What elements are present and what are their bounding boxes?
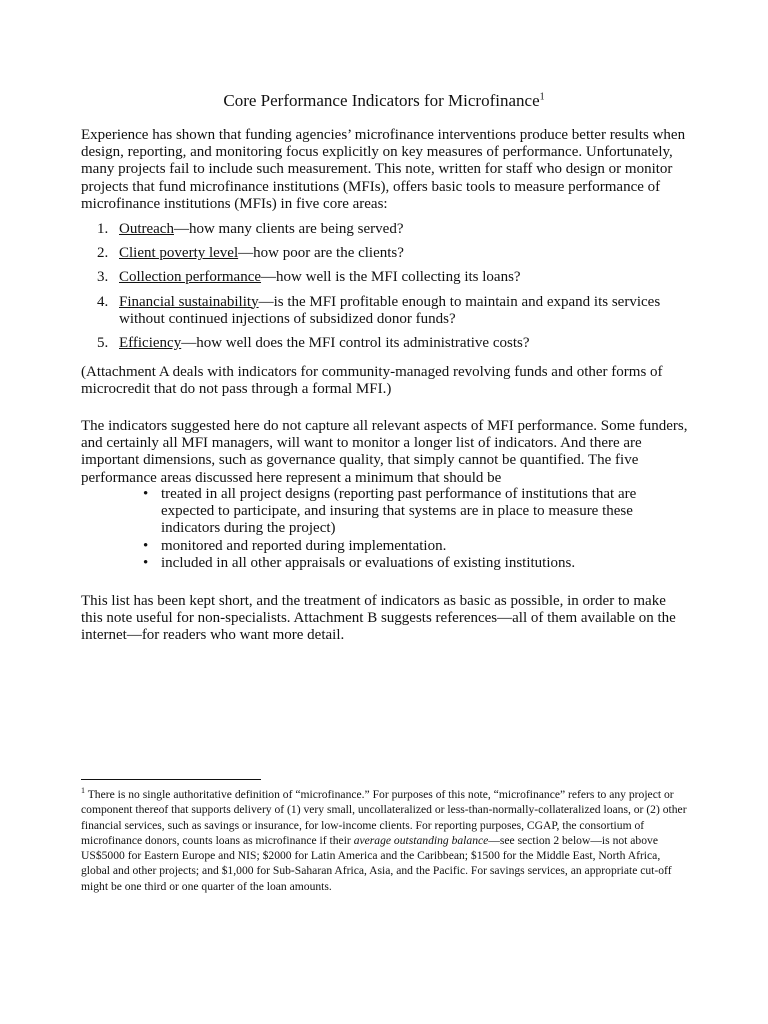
bullet-symbol: •	[143, 537, 149, 554]
closing-paragraph: This list has been kept short, and the treatment of indicators as basic as possible, in order to make this note useful for non-specialists. Attachment B suggests references—all of them available on the internet—for readers who want more detail.	[81, 593, 676, 644]
list-desc: —how poor are the clients?	[238, 245, 404, 262]
list-desc: —how many clients are being served?	[173, 221, 404, 237]
bullet-text: treated in all project designs (reporting past performance of institutions that are expected to participate, and insuring that systems are in place to measure these indicators during the project)	[161, 486, 637, 537]
list-desc: —how well does the MFI control its administrative costs?	[181, 335, 530, 352]
list-desc: —how well is the MFI collecting its loans?	[261, 269, 521, 286]
list-item	[81, 245, 691, 262]
footnote-text-before: There is no single authoritative definition of “microfinance.” For purposes of this note, “microfinance” refers to any project or component thereof that supports delivery of (1) very small, uncollateralized or less-than-normally-collateralized loans, or (2) other financial services, such as savings or insurance, for low-income clients. For reporting purposes, CGAP, the consortium of microfinance donors, counts loans as microfinance if their	[81, 788, 687, 847]
bullet-symbol: •	[143, 554, 149, 571]
list-item	[81, 486, 691, 538]
core-areas-list	[81, 221, 691, 359]
list-number: 2.	[97, 245, 109, 262]
list-item	[81, 555, 691, 572]
list-item	[81, 294, 691, 328]
bullet-list	[81, 486, 691, 572]
footnote-text-after: —see section 2 below—is not above US$5000 for Eastern Europe and NIS; $2000 for Latin America and the Caribbean; $1500 for the Middle East, North Africa, global and other projects; and $1,000 for Sub-Saharan Africa, Asia, and the Pacific. For savings services, an appropriate cut-off might be one third or one quarter of the loan amounts.	[81, 833, 672, 893]
list-item	[81, 269, 691, 286]
list-item	[81, 538, 691, 555]
indicators-paragraph: The indicators suggested here do not capture all relevant aspects of MFI performance. Some funders, and certainly all MFI managers, will want to monitor a longer list of indicators. And there are important dimensions, such as governance quality, that simply cannot be quantified. The five performance areas discussed here represent a minimum that should be	[81, 418, 688, 486]
bullet-text: monitored and reported during implementation.	[161, 537, 447, 554]
footnote-italic-term: average outstanding balance	[353, 833, 489, 847]
list-term: Efficiency	[119, 335, 182, 352]
list-number: 4.	[97, 293, 109, 310]
page-title	[0, 91, 768, 111]
title-text: Core Performance Indicators for Microfinance	[223, 91, 540, 110]
intro-paragraph: Experience has shown that funding agencies’ microfinance interventions produce better results when design, reporting, and monitoring focus explicitly on key measures of performance. Unfortunately, many projects fail to include such measurement. This note, written for staff who design or monitor projects that fund microfinance institutions (MFIs), offers basic tools to measure performance of microfinance institutions (MFIs) in five core areas:	[81, 127, 686, 212]
list-desc: —is the MFI profitable enough to maintain and expand its services without continued injections of subsidized donor funds?	[119, 293, 661, 327]
list-number: 1.	[97, 221, 109, 237]
bullet-text: included in all other appraisals or evaluations of existing institutions.	[161, 554, 576, 571]
list-term: Client poverty level	[119, 245, 239, 262]
list-number: 5.	[97, 335, 109, 352]
title-footnote-mark: 1	[539, 91, 545, 103]
footnote-mark: 1	[81, 786, 85, 796]
footnote	[81, 787, 691, 894]
list-term: Collection performance	[119, 269, 262, 286]
footnote-divider	[81, 779, 261, 780]
list-term: Financial sustainability	[119, 293, 259, 310]
attachment-a-note: (Attachment A deals with indicators for community-managed revolving funds and other forms of microcredit that do not pass through a formal MFI.)	[81, 364, 663, 398]
list-item	[81, 221, 691, 238]
list-term: Outreach	[119, 221, 174, 237]
list-number: 3.	[97, 269, 109, 286]
list-item	[81, 335, 691, 352]
bullet-symbol: •	[143, 486, 149, 502]
